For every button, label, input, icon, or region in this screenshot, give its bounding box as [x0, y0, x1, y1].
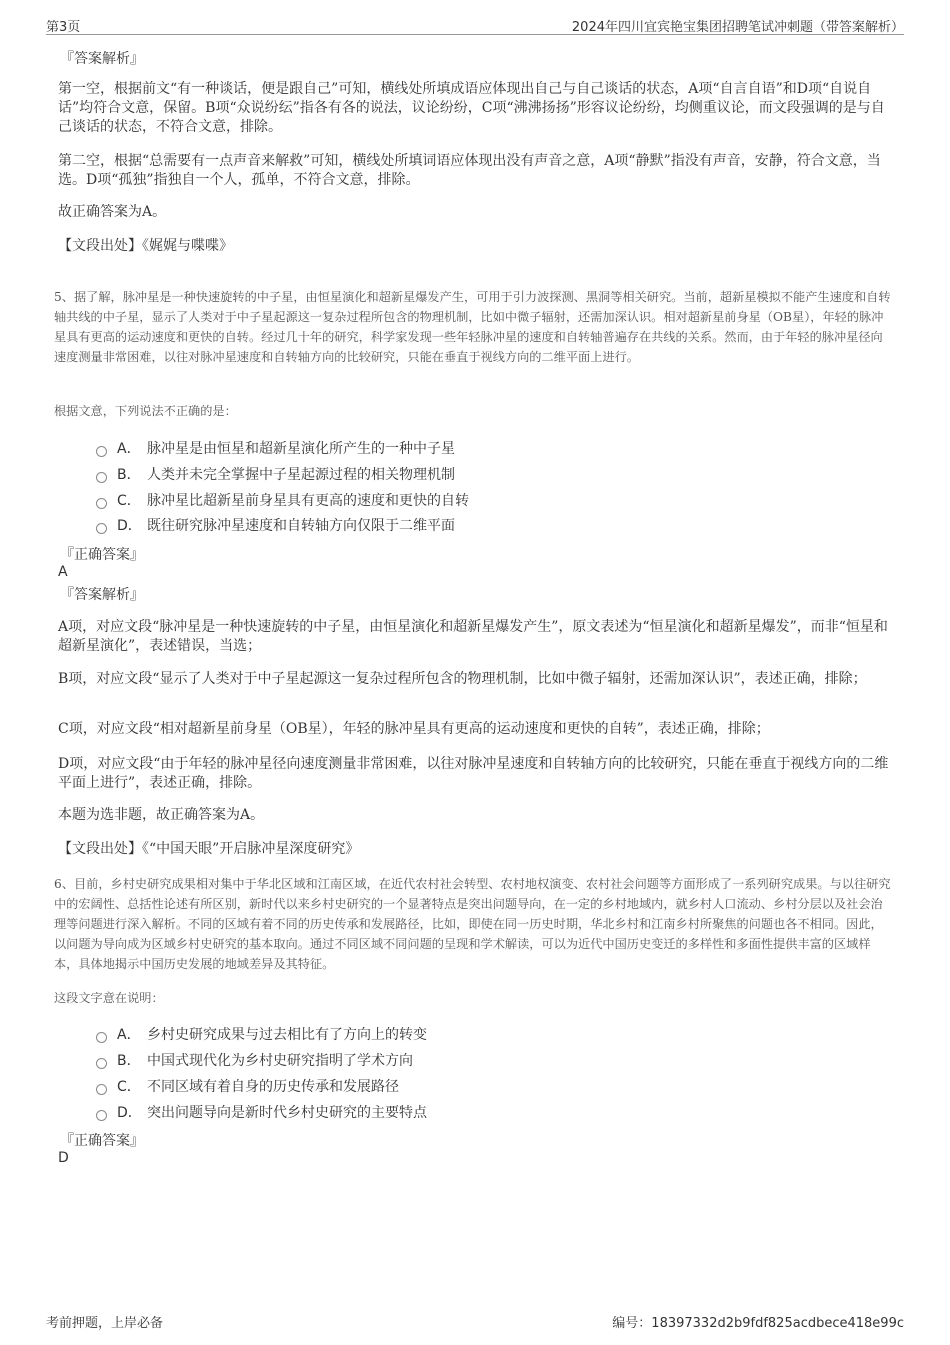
radio-button[interactable]: [96, 446, 107, 457]
radio-button[interactable]: [96, 1058, 107, 1069]
radio-button[interactable]: [96, 472, 107, 483]
correct-answer-label: 『正确答案』: [60, 547, 144, 563]
analysis-paragraph: 第二空，根据“总需要有一点声音来解救”可知，横线处所填词语应体现出没有声音之意，A项“静默”指没有声音，安静，符合文意，当选。D项“孤独”指独自一个人，孤单，不符合文意，排除。: [58, 153, 881, 188]
footer-slogan: 考前押题，上岸必备: [46, 1316, 164, 1331]
question-passage: 5、据了解，脉冲星是一种快速旋转的中子星，由恒星演化和超新星爆发产生，可用于引力波探测、黑洞等相关研究。当前，超新星模拟不能产生速度和自转轴共线的中子星，显示了人类对于中子星起源这一复杂过程所包含的物理机制，比如中微子辐射，还需加深认识。相对超新星前身星（OB星），年轻的脉冲星具有更高的运动速度和更快的自转。经过几十年的研究，科学家发现一些年轻脉冲星的速度和自转轴普遍存在共线的关系。然而，由于年轻的脉冲星径向速度测量非常困难，以往对脉冲星速度和自转轴方向的比较研究，只能在垂直于视线方向的二维平面上进行。: [54, 290, 891, 364]
option-a[interactable]: A． 脉冲星是由恒星和超新星演化所产生的一种中子星: [96, 436, 455, 460]
radio-button[interactable]: [96, 1110, 107, 1121]
option-c[interactable]: C． 脉冲星比超新星前身星具有更高的速度和更快的自转: [96, 488, 469, 512]
analysis-label: 『答案解析』: [60, 51, 144, 67]
analysis-paragraph: 第一空，根据前文“有一种谈话，便是跟自己”可知，横线处所填成语应体现出自己与自己谈话的状态，A项“自言自语”和D项“自说自话”均符合文意，保留。B项“众说纷纭”指各有各的说法，议论纷纷，C项“沸沸扬扬”形容议论纷纷，均侧重议论，而文段强调的是与自己谈话的状态，不符合文意，排除。: [58, 81, 885, 135]
option-a[interactable]: A． 乡村史研究成果与过去相比有了方向上的转变: [96, 1022, 427, 1046]
analysis-paragraph: A项，对应文段“脉冲星是一种快速旋转的中子星，由恒星演化和超新星爆发产生”，原文表述为“恒星演化和超新星爆发”，而非“恒星和超新星演化”，表述错误，当选；: [58, 619, 888, 654]
option-d[interactable]: D． 突出问题导向是新时代乡村史研究的主要特点: [96, 1100, 427, 1124]
option-b[interactable]: B． 中国式现代化为乡村史研究指明了学术方向: [96, 1048, 413, 1072]
source-citation: 【文段出处】《“中国天眼”开启脉冲星深度研究》: [58, 841, 360, 857]
analysis-paragraph: D项，对应文段“由于年轻的脉冲星径向速度测量非常困难，以往对脉冲星速度和自转轴方向的比较研究，只能在垂直于视线方向的二维平面上进行”，表述正确，排除。: [58, 756, 889, 791]
question-prompt: 这段文字意在说明：: [54, 991, 164, 1005]
radio-button[interactable]: [96, 1032, 107, 1043]
question-prompt: 根据文意，下列说法不正确的是：: [54, 404, 237, 418]
conclusion-text: 本题为选非题，故正确答案为A。: [58, 807, 265, 823]
page-number: 第3页: [46, 20, 81, 35]
page-header: [46, 14, 904, 35]
option-d[interactable]: D． 既往研究脉冲星速度和自转轴方向仅限于二维平面: [96, 513, 455, 537]
correct-answer: A: [58, 564, 68, 580]
option-c[interactable]: C． 不同区域有着自身的历史传承和发展路径: [96, 1074, 399, 1098]
page-footer: [46, 1312, 904, 1332]
radio-button[interactable]: [96, 498, 107, 509]
source-citation: 【文段出处】《娓娓与喋喋》: [58, 238, 233, 254]
analysis-paragraph: C项，对应文段“相对超新星前身星（OB星），年轻的脉冲星具有更高的运动速度和更快的自转”，表述正确，排除；: [58, 721, 770, 737]
analysis-paragraph: B项，对应文段“显示了人类对于中子星起源这一复杂过程所包含的物理机制，比如中微子辐射，还需加深认识”，表述正确，排除；: [58, 671, 867, 687]
correct-answer-label: 『正确答案』: [60, 1133, 144, 1149]
analysis-label: 『答案解析』: [60, 587, 144, 603]
radio-button[interactable]: [96, 1084, 107, 1095]
option-b[interactable]: B． 人类并未完全掌握中子星起源过程的相关物理机制: [96, 462, 455, 486]
document-id: 编号：18397332d2b9fdf825acdbece418e99c: [612, 1316, 904, 1331]
correct-answer: D: [58, 1150, 69, 1166]
document-title: 2024年四川宜宾艳宝集团招聘笔试冲刺题（带答案解析）: [571, 20, 904, 35]
radio-button[interactable]: [96, 523, 107, 534]
conclusion-text: 故正确答案为A。: [58, 204, 167, 220]
question-passage: 6、目前，乡村史研究成果相对集中于华北区域和江南区域，在近代农村社会转型、农村地权演变、农村社会问题等方面形成了一系列研究成果。与以往研究中的宏阔性、总括性论述有所区别，新时代以来乡村史研究的一个显著特点是突出问题导向，在一定的乡村地域内，就乡村人口流动、乡村分层以及社会治理等问题进行深入解析。不同的区域有着不同的历史传承和发展路径，比如，即使在同一历史时期，华北乡村和江南乡村所聚焦的问题也各不相同。因此，以问题为导向成为区域乡村史研究的基本取向。通过不同区域不同问题的呈现和学术解读，可以为近代中国历史变迁的多样性和多面性提供丰富的区域样本，具体地揭示中国历史发展的地域差异及其特征。: [54, 877, 891, 971]
